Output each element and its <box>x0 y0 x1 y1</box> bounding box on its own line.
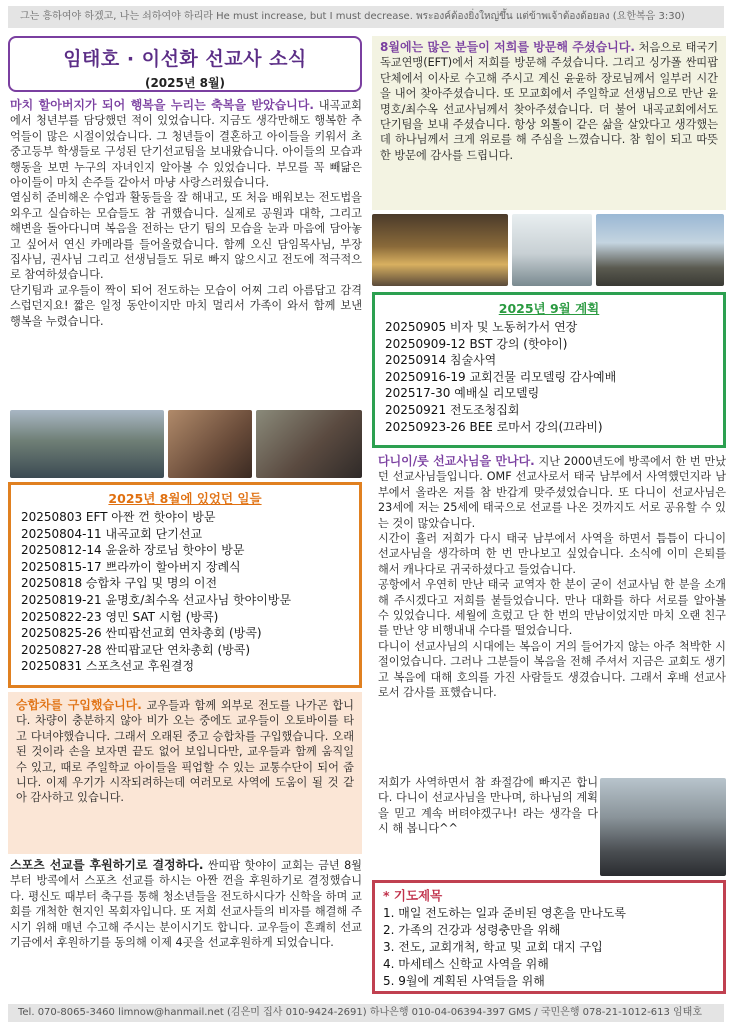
section-sports-heading: 스포츠 선교를 후원하기로 결정하다. <box>10 858 204 872</box>
august-event-item: 20250825-26 싼띠팝선교회 연차총회 (방콕) <box>21 626 262 641</box>
august-event-item: 20250831 스포츠선교 후원결정 <box>21 659 195 674</box>
september-plan-item: 202517-30 예배실 리모델링 <box>385 386 540 401</box>
prayer-item: 3. 전도, 교회개척, 학교 및 교회 대지 구입 <box>383 940 603 954</box>
section-dani-body3: 공항에서 우연히 만난 태국 교역자 한 분이 굳이 선교사님 한 분을 소개해 주시겠다고 저희를 붙들었습니다. 만나 대화를 하다 서로를 알아볼 수 있었습니다. 세월에 흐렀고 단 한 번의 만남이었지만 마치 오랜 친구를 만난 양 비행내내 수다를 떨었습니다. <box>378 578 726 638</box>
photo-airport-meeting <box>600 778 726 876</box>
section-dani-body1: 지난 2000년도에 방콕에서 한 번 만났던 선교사님들입니다. OMF 선교사로서 태국 남부에서 사역했던지라 남부에서 올라온 저를 참 반갑게 맞주셨었습니다. 또 다니이 선교사님은 23세에 저는 25세에 태국으로 선교를 나온 것까지도 서로 공유할 수 있는 것이 많았습니다. <box>378 455 726 530</box>
section-dani-body2: 시간이 흘러 저희가 다시 태국 남부에서 사역을 하면서 틈틈이 다니이 선교사님을 생각하며 한 번 만나보고 싶었습니다. 소식에 이미 은퇴를 해서 캐나다로 귀국하셨다고 들었습니다. <box>378 532 726 576</box>
photo-mission-team-evangelism <box>168 410 252 478</box>
section-van-purchase <box>8 692 362 854</box>
section-van-body: 교우들과 함께 외부로 전도를 나가곤 합니다. 차량이 충분하지 않아 비가 오는 중에도 교우들이 오토바이를 타고 다녀야했습니다. 그래서 오래된 중고 승합차를 구입했습니다. 오래된 것이라 손을 보자면 끝도 없어 보입니다만, 교우들과 함께 움직일 수 있고, 때로 주일학교 아이들을 픽업할 수 있는 교통수단이 되어 줍니다. 이제 우기가 시작되려하는데 여러모로 사역에 도움이 될 것 같아 감사하고 있습니다. <box>16 699 354 805</box>
september-plan-item: 20250923-26 BEE 로마서 강의(끄라비) <box>385 419 603 434</box>
prayer-requests-title: * 기도제목 <box>383 888 443 903</box>
photo-row-mission-team <box>10 410 362 478</box>
august-events-title: 2025년 8월에 있었던 일들 <box>108 491 262 506</box>
section-grandpa-heading: 마치 할아버지가 되어 행복을 누리는 축복을 받았습니다. <box>10 98 314 112</box>
prayer-item: 4. 마세테스 신학교 사역을 위해 <box>383 957 549 971</box>
august-event-item: 20250803 EFT 아짠 껀 핫야이 방문 <box>21 510 216 524</box>
photo-row-visitors <box>372 214 724 286</box>
section-dani-closing <box>378 775 598 837</box>
september-plan-item: 20250909-12 BST 강의 (핫야이) <box>385 336 568 351</box>
august-event-item: 20250812-14 윤윤하 장로님 핫야이 방문 <box>21 543 245 558</box>
september-plan-item: 20250916-19 교회건물 리모델링 감사예배 <box>385 369 617 384</box>
section-grandpa-body2: 열심히 준비해온 수업과 활동들을 잘 해내고, 또 처음 배워보는 전도법을 외우고 실습하는 모습들도 참 귀했습니다. 실제로 공원과 대학, 그리고 해변을 돌아다니며 복음을 전하는 단기 팀의 모습을 눈과 마음에 담아놓고 싶어서 연신 카메라를 들어올렸습니다. 함께 오신 담임목사님, 부장 집사님, 권사님 그리고 선생님들도 뒤로 빠지 않으시고 전도에 적극적으로 참여하셨습니다. <box>10 191 362 282</box>
photo-visitors-seaside <box>596 214 724 286</box>
august-event-item: 20250819-21 윤명호/최수옥 선교사님 핫야이방문 <box>21 592 292 607</box>
august-events-box <box>8 482 362 688</box>
section-dani-body4: 다니이 선교사님의 시대에는 복음이 거의 들어가지 않는 아주 척박한 시절이었습니다. 그러나 그분들이 복음을 전해 주셔서 지금은 교회도 생기고 복음에 대해 호의를 가진 사람들도 생겼습니다. 그래서 후배 선교사로서 감사를 표했습니다. <box>378 639 726 700</box>
section-sports-mission <box>10 858 362 950</box>
section-grandpa-body3: 단기팀과 교우들이 짝이 되어 전도하는 모습이 어찌 그리 아름답고 감격스럽던지요! 짧은 일정 동안이지만 마치 멀리서 가족이 와서 함께 보낸 행복을 누렸습니다. <box>10 283 362 328</box>
september-plan-item: 20250905 비자 및 노동허가서 연장 <box>385 320 578 334</box>
august-event-item: 20250815-17 쁘라까이 할아버지 장례식 <box>21 559 241 574</box>
footer-contact: Tel. 070-8065-3460 limnow@hanmail.net (김은미 집사 010-9424-2691) 하나은행 010-04-06394-397 GMS / 국민은행 078-21-1012-613 임태호 <box>8 1004 724 1022</box>
prayer-item: 5. 9월에 계획된 사역들을 위해 <box>383 974 545 988</box>
section-grandpa <box>10 98 362 329</box>
section-van-heading: 승합차를 구입했습니다. <box>16 698 142 712</box>
september-plan-item: 20250921 전도조청집회 <box>385 402 520 417</box>
photo-mission-team-group <box>10 410 164 478</box>
header-motto: 그는 흥하여야 하겠고, 나는 쇠하여야 하리라 He must increase, but I must decrease. พระองค์ต้องยิ่งใหญ่ขึ้น แต่ข้าพเจ้าต้องด้อยลง (요한복음 3:30) <box>8 6 724 28</box>
photo-visitors-evening <box>372 214 508 286</box>
august-event-item: 20250818 승합차 구입 및 명의 이전 <box>21 576 218 591</box>
section-dani-missionary <box>378 454 726 701</box>
september-plans-box <box>372 292 726 448</box>
section-dani-body5: 저희가 사역하면서 참 좌절감에 빠지곤 합니다. 다니이 선교사님을 만나며, 하나님의 계획을 믿고 계속 버텨야겠구나! 라는 생각을 다시 해 봅니다^^ <box>378 776 598 836</box>
newsletter-title-box <box>8 36 362 92</box>
section-sports-body: 싼띠팝 핫야이 교회는 금년 8월부터 방콕에서 스포츠 선교를 하시는 아짠 껀을 후원하기로 결정했습니다. 평신도 때부터 축구를 통해 청소년들을 전도하시다가 신학을 하며 교회를 개척한 현지인 목회자입니다. 또 저희 선교사들의 비자를 해결해 주시기 위해 매년 수고해 주시는 분이시기도 합니다. 교우들이 흔쾌히 선교기금에서 후원하기를 동의해 이제 4곳을 선교후원하게 되었습니다. <box>10 859 362 950</box>
section-visits <box>372 36 726 210</box>
prayer-item: 1. 매일 전도하는 일과 준비된 영혼을 만나도록 <box>383 906 626 920</box>
prayer-requests-box <box>372 880 726 994</box>
august-event-item: 20250822-23 영민 SAT 시험 (방콕) <box>21 609 219 624</box>
september-plans-title: 2025년 9월 계획 <box>498 301 600 316</box>
photo-mission-team-meeting <box>256 410 362 478</box>
section-visits-body: 처음으로 태국기독교연맹(EFT)에서 저희를 방문해 주셨습니다. 그리고 싱가폴 싼띠팝 단체에서 이사로 수고해 주시고 계신 윤윤하 장로님께서 일부러 시간을 내어 찾아주셨습니다. 또 모교회에서 주일학교 선생님으로 만난 윤명호/최수옥 선교사님께서 찾아주셨습니다. 더 불어 내곡교회에서도 단기팀을 보내 주셨습니다. 항상 외톨이 같은 삶을 살았다고 생각했는데 하나님께서 크게 위로를 해 주심을 느꼈습니다. 참 힘이 되고 따뜻한 방문에 감사를 드립니다. <box>380 41 719 162</box>
prayer-item: 2. 가족의 건강과 성령충만을 위해 <box>383 923 561 937</box>
section-dani-heading: 다니이/룻 선교사님을 만나다. <box>378 454 535 468</box>
page-subtitle: (2025년 8월) <box>144 76 226 90</box>
august-event-item: 20250804-11 내곡교회 단기선교 <box>21 526 203 541</box>
september-plan-item: 20250914 침술사역 <box>385 353 497 368</box>
section-visits-heading: 8월에는 많은 분들이 저희를 방문해 주셨습니다. <box>380 40 635 54</box>
august-event-item: 20250827-28 싼띠팝교단 연차총회 (방콕) <box>21 642 250 657</box>
page-title: 임태호 · 이선화 선교사 소식 <box>63 48 307 70</box>
photo-visitors-room <box>512 214 592 286</box>
section-grandpa-body1: 내곡교회에서 청년부를 담당했던 적이 있었습니다. 지금도 생각만해도 행복한 추억들이 많은 시절이었습니다. 그 청년들이 결혼하고 아이들을 키워서 초중고등부 학생들로 구성된 단기선교팀을 보내왔습니다. 아이들의 모습과 행동을 보면 누구의 자녀인지 알아볼 수 있었습니다. 부모를 꼭 빼닮은 아이들이 마치 손주들 같아서 마냥 사랑스러웠습니다. <box>10 99 362 190</box>
